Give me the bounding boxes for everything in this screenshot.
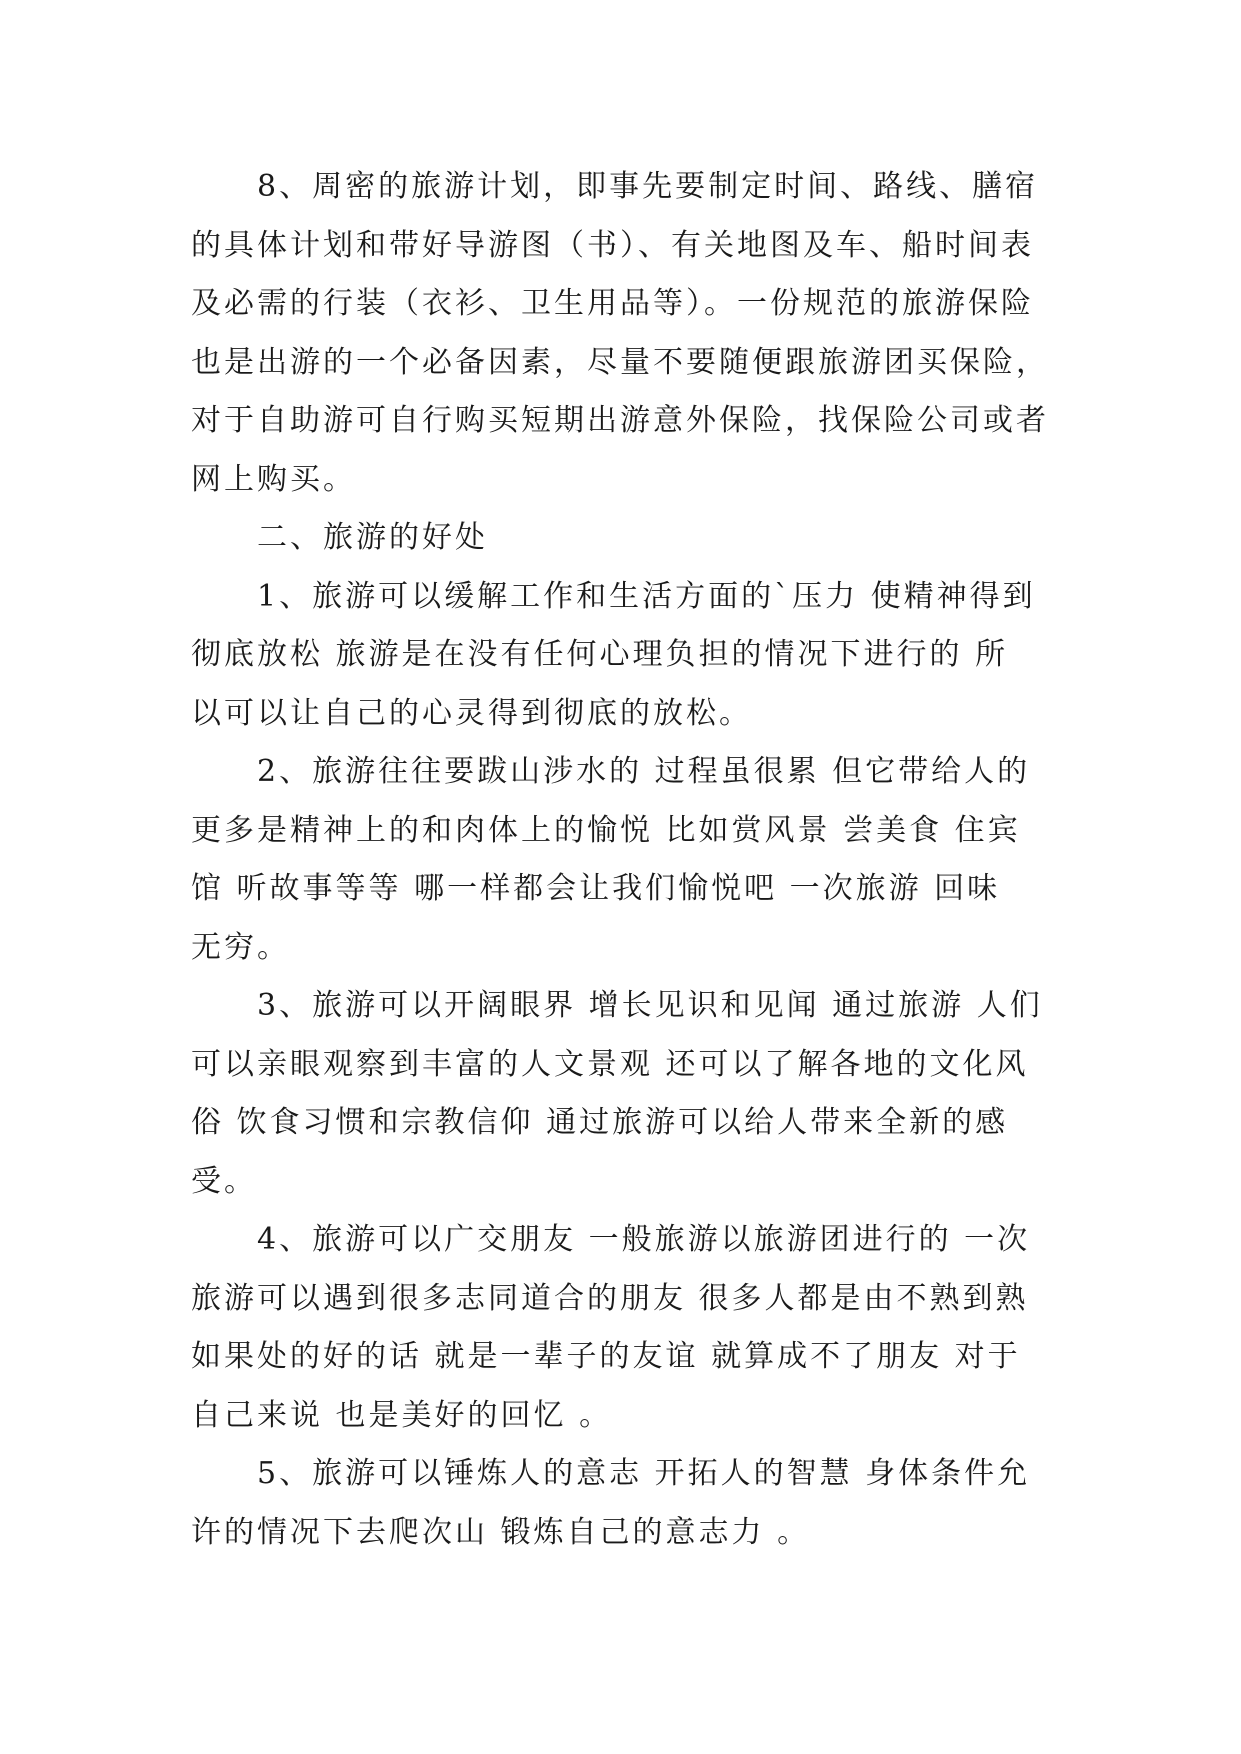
text-line: 对于自助游可自行购买短期出游意外保险，找保险公司或者 [191, 403, 1049, 438]
text-line: 1、旅游可以缓解工作和生活方面的`压力 使精神得到 [257, 578, 1036, 614]
document-body [191, 158, 1053, 1562]
text-line: 5、旅游可以锤炼人的意志 开拓人的智慧 身体条件允 [257, 1456, 1031, 1491]
text-line: 可以亲眼观察到丰富的人文景观 还可以了解各地的文化风 [191, 1046, 1029, 1082]
text-line: 更多是精神上的和肉体上的愉悦 比如赏风景 尝美食 住宾 [191, 812, 1021, 848]
paragraph-benefit-4 [191, 1211, 1053, 1445]
paragraph-travel-plan [191, 158, 1053, 509]
paragraph-benefit-3 [191, 977, 1053, 1211]
text-line: 网上购买。 [191, 461, 356, 497]
text-line: 俗 饮食习惯和宗教信仰 通过旅游可以给人带来全新的感 [191, 1105, 1009, 1140]
text-line: 也是出游的一个必备因素，尽量不要随便跟旅游团买保险， [191, 344, 1049, 380]
text-line: 自己来说 也是美好的回忆 。 [191, 1397, 613, 1433]
text-line: 彻底放松 旅游是在没有任何心理负担的情况下进行的 所 [191, 637, 1009, 672]
paragraph-benefit-2 [191, 743, 1053, 977]
text-line: 如果处的好的话 就是一辈子的友谊 就算成不了朋友 对于 [191, 1339, 1021, 1374]
paragraph-benefit-5 [191, 1445, 1053, 1562]
section-heading [191, 509, 1053, 568]
text-line: 3、旅游可以开阔眼界 增长见识和见闻 通过旅游 人们 [257, 988, 1043, 1023]
paragraph-benefit-1 [191, 568, 1053, 744]
text-line: 以可以让自己的心灵得到彻底的放松。 [191, 695, 752, 731]
text-line: 旅游可以遇到很多志同道合的朋友 很多人都是由不熟到熟 [191, 1280, 1029, 1316]
text-line: 无穷。 [191, 929, 290, 965]
heading-line: 二、旅游的好处 [257, 520, 488, 555]
text-line: 许的情况下去爬次山 锻炼自己的意志力 。 [191, 1514, 811, 1550]
text-line: 受。 [191, 1163, 257, 1199]
text-line: 8、周密的旅游计划，即事先要制定时间、路线、膳宿 [257, 169, 1039, 204]
text-line: 馆 听故事等等 哪一样都会让我们愉悦吧 一次旅游 回味 [191, 871, 1001, 906]
text-line: 2、旅游往往要跋山涉水的 过程虽很累 但它带给人的 [257, 754, 1031, 789]
text-line: 的具体计划和带好导游图（书）、有关地图及车、船时间表 [191, 227, 1034, 263]
text-line: 及必需的行装（衣衫、卫生用品等）。一份规范的旅游保险 [191, 286, 1034, 321]
text-line: 4、旅游可以广交朋友 一般旅游以旅游团进行的 一次 [257, 1222, 1031, 1257]
